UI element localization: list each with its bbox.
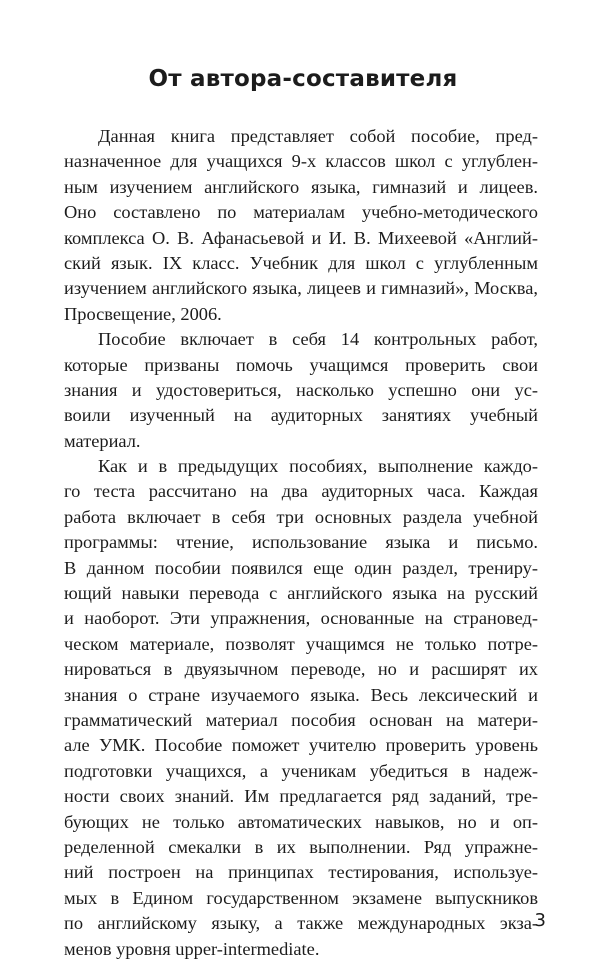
text-line: работа включает в себя три основных раздела учебной — [64, 506, 538, 527]
text-line: ным изучением английского языка, гимназий и лицеев. — [64, 176, 538, 197]
body-text — [64, 124, 538, 962]
text-line: ности своих знаний. Им предлагается ряд заданий, тре- — [64, 786, 538, 807]
text-line: ческом материале, позволят учащимся не только потре- — [64, 633, 538, 654]
text-line: знания и удостовериться, насколько успешно они ус- — [64, 379, 538, 400]
paragraph-2 — [64, 327, 538, 454]
text-line: Данная книга представляет собой пособие, пред- — [98, 126, 538, 146]
text-line: ский язык. IX класс. Учебник для школ с углубленным — [64, 252, 538, 273]
text-line: ний построен на принципах тестирования, используе- — [64, 862, 538, 883]
text-line: Оно составлено по материалам учебно-методического — [64, 202, 538, 223]
text-line: менов уровня upper-intermediate. — [64, 938, 320, 959]
text-line: Как и в предыдущих пособиях, выполнение каждо- — [98, 456, 538, 477]
text-line: го теста рассчитано на два аудиторных часа. Каждая — [64, 481, 538, 502]
text-line: мых в Едином государственном экзамене выпускников — [64, 887, 538, 908]
text-line: знания о стране изучаемого языка. Весь лексический и — [64, 684, 538, 705]
paragraph-3 — [64, 454, 538, 962]
page-title: От автора-составителя — [148, 66, 458, 92]
text-line: бующих не только автоматических навыков, но и оп- — [64, 811, 538, 832]
text-line: ющий навыки перевода с английского языка на русский — [64, 583, 538, 604]
text-line: программы: чтение, использование языка и письмо. — [64, 532, 538, 553]
paragraph-1 — [64, 124, 538, 327]
text-line: нироваться в двуязычном переводе, но и расширят их — [64, 659, 538, 680]
text-line: грамматический материал пособия основан на матери- — [64, 709, 538, 730]
text-line: воили изученный на аудиторных занятиях учебный — [64, 405, 538, 426]
text-line: Пособие включает в себя 14 контрольных работ, — [98, 329, 538, 350]
text-line: и наоборот. Эти упражнения, основанные на страновед- — [64, 608, 538, 629]
text-line: по английскому языку, а также международных экза- — [64, 913, 538, 934]
text-line: подготовки учащихся, а ученикам убедиться в надеж- — [64, 760, 538, 781]
text-line: ределенной смекалки в их выполнении. Ряд упражне- — [64, 836, 538, 857]
text-line: В данном пособии появился еще один раздел, трениру- — [64, 557, 538, 578]
text-line: материал. — [64, 430, 141, 451]
page-number: 3 — [534, 910, 546, 931]
text-line: але УМК. Пособие поможет учителю проверить уровень — [64, 735, 538, 756]
text-line: назначенное для учащихся 9-х классов школ с углублен- — [64, 151, 538, 172]
text-line: комплекса О. В. Афанасьевой и И. В. Михеевой «Англий- — [64, 227, 538, 248]
text-line: Просвещение, 2006. — [64, 303, 222, 324]
text-line: которые призваны помочь учащимся проверить свои — [64, 354, 538, 375]
text-line: изучением английского языка, лицеев и гимназий», Москва, — [64, 278, 538, 299]
